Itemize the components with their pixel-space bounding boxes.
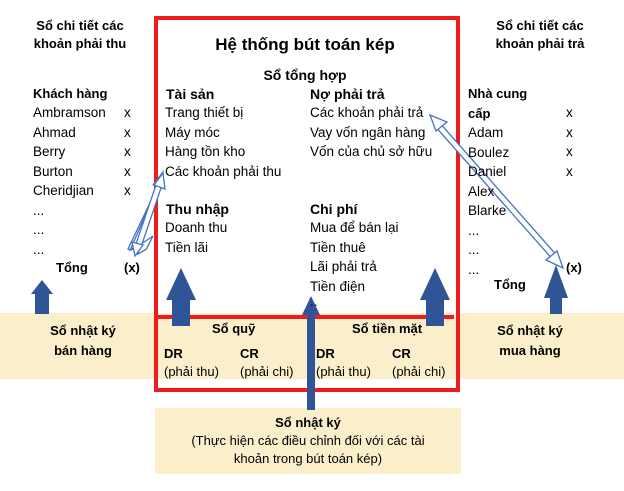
bank-book-cr-note: (phải chi) bbox=[392, 364, 446, 379]
suppliers-heading bbox=[468, 85, 527, 123]
expenses-heading: Chi phí bbox=[310, 201, 358, 217]
liabilities-heading: Nợ phải trả bbox=[310, 86, 385, 102]
cash-book-title: Sổ quỹ bbox=[212, 321, 256, 336]
receivables-title-line2: khoản phải thu bbox=[33, 36, 127, 51]
assets-heading: Tài sản bbox=[166, 86, 215, 102]
journal-note-line2: khoản trong bút toán kép) bbox=[233, 451, 383, 466]
supplier-mark: x bbox=[566, 124, 573, 140]
sales-journal bbox=[38, 322, 128, 360]
suppliers-heading-line1: Nhà cung bbox=[468, 86, 528, 101]
customer-mark: x bbox=[124, 183, 131, 198]
receivables-title-line1: Sổ chi tiết các bbox=[36, 18, 124, 33]
customer-mark: x bbox=[124, 105, 131, 120]
customer-item: Berry bbox=[33, 144, 66, 159]
supplier-item: Boulez bbox=[468, 144, 510, 160]
liabilities-list bbox=[310, 103, 432, 162]
expense-item: Tiền điện bbox=[310, 278, 366, 294]
supplier-mark: x bbox=[566, 105, 573, 120]
sales-journal-line1: Sổ nhật ký bbox=[50, 323, 116, 338]
bank-book-dr-note: (phải thu) bbox=[316, 364, 371, 379]
supplier-list bbox=[468, 123, 509, 279]
sales-journal-up-arrow bbox=[31, 280, 53, 314]
receivables-total-label: Tổng bbox=[56, 260, 88, 275]
journal-title: Sổ nhật ký bbox=[275, 415, 341, 430]
journal-note-line1: (Thực hiện các điều chỉnh đối với các tài bbox=[191, 433, 425, 448]
suppliers-heading-line2: cấp bbox=[468, 106, 491, 121]
receivables-total-mark: (x) bbox=[124, 260, 140, 275]
customer-item: Ambramson bbox=[33, 105, 106, 120]
customers-heading: Khách hàng bbox=[33, 86, 108, 101]
system-title: Hệ thống bút toán kép bbox=[215, 35, 395, 54]
expenses-list bbox=[310, 218, 399, 308]
supplier-item: ... bbox=[468, 261, 480, 277]
customer-marks bbox=[124, 103, 131, 201]
customer-item: Cheridjian bbox=[33, 183, 94, 198]
supplier-mark: x bbox=[566, 144, 573, 159]
bank-book-cr: CR bbox=[392, 346, 411, 361]
payables-title-line2: khoản phải trả bbox=[495, 36, 585, 51]
supplier-item: Alex bbox=[468, 183, 495, 199]
receivables-ledger-title bbox=[20, 17, 140, 53]
bank-book-dr: DR bbox=[316, 346, 335, 361]
cash-book-up-arrow bbox=[166, 268, 196, 326]
bank-book-title: Sổ tiền mặt bbox=[352, 321, 423, 336]
supplier-item: Adam bbox=[468, 125, 504, 140]
supplier-mark: x bbox=[566, 163, 573, 179]
asset-item: Các khoản phải thu bbox=[165, 163, 282, 179]
assets-list bbox=[165, 103, 281, 181]
income-item: Tiền lãi bbox=[165, 239, 209, 255]
payables-total-mark: (x) bbox=[566, 260, 582, 275]
cash-book-cr: CR bbox=[240, 346, 259, 361]
supplier-marks bbox=[566, 103, 573, 181]
supplier-item: ... bbox=[468, 242, 480, 257]
asset-item: Hàng tồn kho bbox=[165, 144, 246, 159]
sales-journal-line2: bán hàng bbox=[54, 343, 112, 358]
payables-title-line1: Sổ chi tiết các bbox=[496, 18, 584, 33]
income-item: Doanh thu bbox=[165, 220, 228, 235]
cash-book-dr: DR bbox=[164, 346, 183, 361]
asset-item: Trang thiết bị bbox=[165, 105, 244, 120]
purchase-journal-up-arrow bbox=[544, 265, 568, 314]
journal-note bbox=[155, 432, 461, 468]
purchase-journal bbox=[480, 322, 580, 360]
expense-item: Mua để bán lại bbox=[310, 220, 399, 235]
customer-mark: x bbox=[124, 144, 131, 159]
customer-mark: x bbox=[124, 163, 131, 179]
purchase-journal-line1: Sổ nhật ký bbox=[497, 323, 563, 338]
asset-item: Máy móc bbox=[165, 124, 220, 140]
supplier-item: ... bbox=[468, 222, 480, 238]
customer-item: Ahmad bbox=[33, 124, 76, 140]
customer-mark: x bbox=[124, 124, 131, 140]
customer-item: ... bbox=[33, 202, 45, 218]
income-heading: Thu nhập bbox=[166, 201, 229, 217]
purchase-journal-line2: mua hàng bbox=[499, 343, 561, 358]
liability-item: Vốn của chủ sở hữu bbox=[310, 144, 433, 159]
liability-item: Vay vốn ngân hàng bbox=[310, 124, 426, 140]
liability-item: Các khoản phải trả bbox=[310, 105, 424, 120]
payables-ledger-title bbox=[470, 17, 610, 53]
expense-item: Tiền thuê bbox=[310, 239, 366, 255]
supplier-item: Blarke bbox=[468, 203, 507, 218]
customer-item: ... bbox=[33, 222, 45, 237]
expense-item: .. bbox=[310, 296, 318, 308]
cash-book-dr-note: (phải thu) bbox=[164, 364, 219, 379]
customer-item: Burton bbox=[33, 163, 73, 179]
customer-list bbox=[33, 103, 106, 259]
bank-book-up-arrow bbox=[420, 268, 450, 326]
general-ledger-label: Sổ tổng hợp bbox=[263, 67, 347, 83]
expense-item: Lãi phải trả bbox=[310, 259, 377, 274]
payables-total-label: Tổng bbox=[494, 277, 526, 292]
cash-book-cr-note: (phải chi) bbox=[240, 364, 294, 379]
customer-item: ... bbox=[33, 241, 45, 257]
income-list bbox=[165, 218, 227, 257]
supplier-item: Daniel bbox=[468, 164, 507, 179]
